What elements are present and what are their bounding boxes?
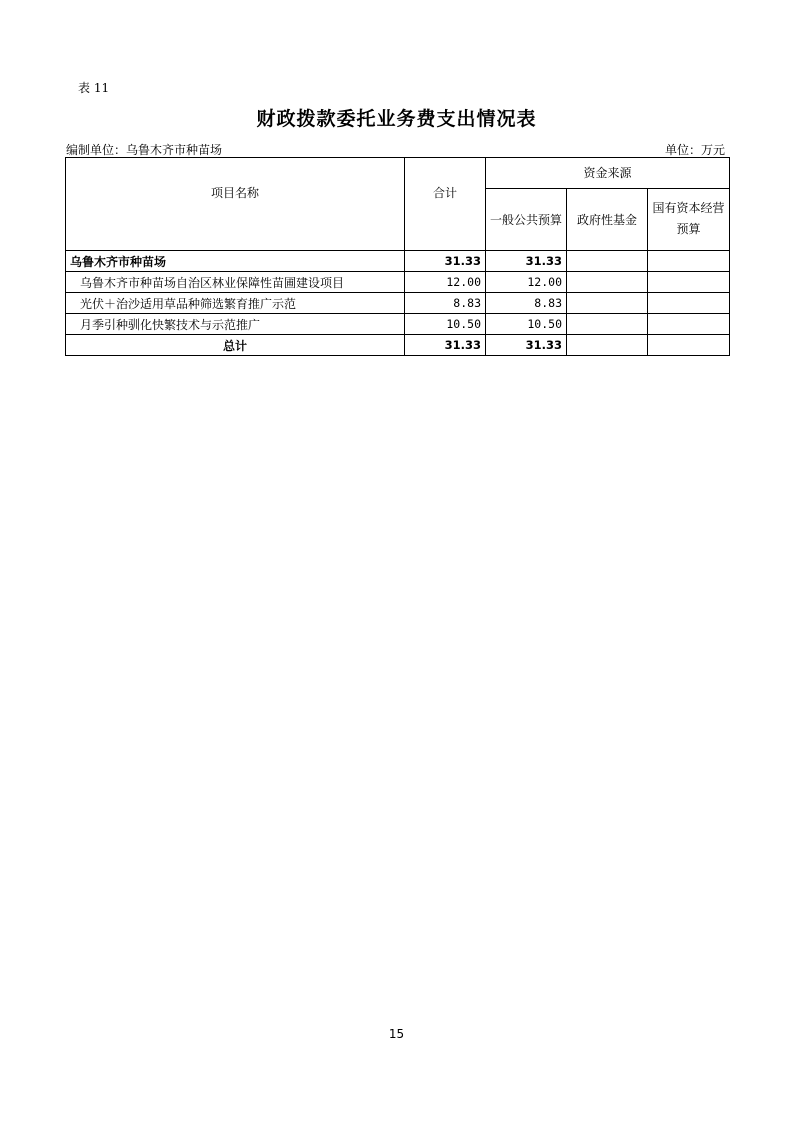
total-row-total: 31.33 bbox=[405, 335, 486, 356]
table-number: 表 11 bbox=[78, 81, 110, 95]
total-row-general-budget: 31.33 bbox=[486, 335, 567, 356]
row-state-capital bbox=[648, 293, 730, 314]
row-total: 31.33 bbox=[405, 251, 486, 272]
row-name: 乌鲁木齐市种苗场自治区林业保障性苗圃建设项目 bbox=[66, 272, 405, 293]
total-row-gov-fund bbox=[567, 335, 648, 356]
total-row-label: 总计 bbox=[66, 335, 405, 356]
total-row bbox=[66, 335, 730, 356]
row-name: 乌鲁木齐市种苗场 bbox=[66, 251, 405, 272]
row-state-capital bbox=[648, 272, 730, 293]
table-row bbox=[66, 314, 730, 335]
total-row-state-capital bbox=[648, 335, 730, 356]
header-state-capital-line2: 预算 bbox=[676, 222, 701, 237]
table-row bbox=[66, 272, 730, 293]
row-total: 12.00 bbox=[405, 272, 486, 293]
row-general-budget: 8.83 bbox=[486, 293, 567, 314]
row-state-capital bbox=[648, 314, 730, 335]
row-general-budget: 10.50 bbox=[486, 314, 567, 335]
currency-unit: 单位：万元 bbox=[664, 143, 725, 157]
row-gov-fund bbox=[567, 272, 648, 293]
table-row bbox=[66, 293, 730, 314]
row-general-budget: 12.00 bbox=[486, 272, 567, 293]
row-gov-fund bbox=[567, 293, 648, 314]
header-state-capital bbox=[648, 188, 730, 250]
expenditure-table bbox=[65, 157, 730, 356]
row-name: 光伏＋治沙适用草品种筛选繁育推广示范 bbox=[66, 293, 405, 314]
row-gov-fund bbox=[567, 251, 648, 272]
table-row bbox=[66, 251, 730, 272]
compiling-unit: 编制单位：乌鲁木齐市种苗场 bbox=[66, 143, 223, 157]
row-gov-fund bbox=[567, 314, 648, 335]
page-title: 财政拨款委托业务费支出情况表 bbox=[256, 108, 537, 130]
row-general-budget: 31.33 bbox=[486, 251, 567, 272]
row-total: 10.50 bbox=[405, 314, 486, 335]
header-fund-source: 资金来源 bbox=[486, 158, 730, 189]
row-total: 8.83 bbox=[405, 293, 486, 314]
header-total: 合计 bbox=[405, 158, 486, 251]
header-project-name: 项目名称 bbox=[66, 158, 405, 251]
header-state-capital-line1: 国有资本经营 bbox=[652, 201, 725, 216]
header-gov-fund: 政府性基金 bbox=[567, 188, 648, 250]
header-general-budget: 一般公共预算 bbox=[486, 188, 567, 250]
page-number: 15 bbox=[388, 1027, 405, 1041]
row-state-capital bbox=[648, 251, 730, 272]
row-name: 月季引种驯化快繁技术与示范推广 bbox=[66, 314, 405, 335]
